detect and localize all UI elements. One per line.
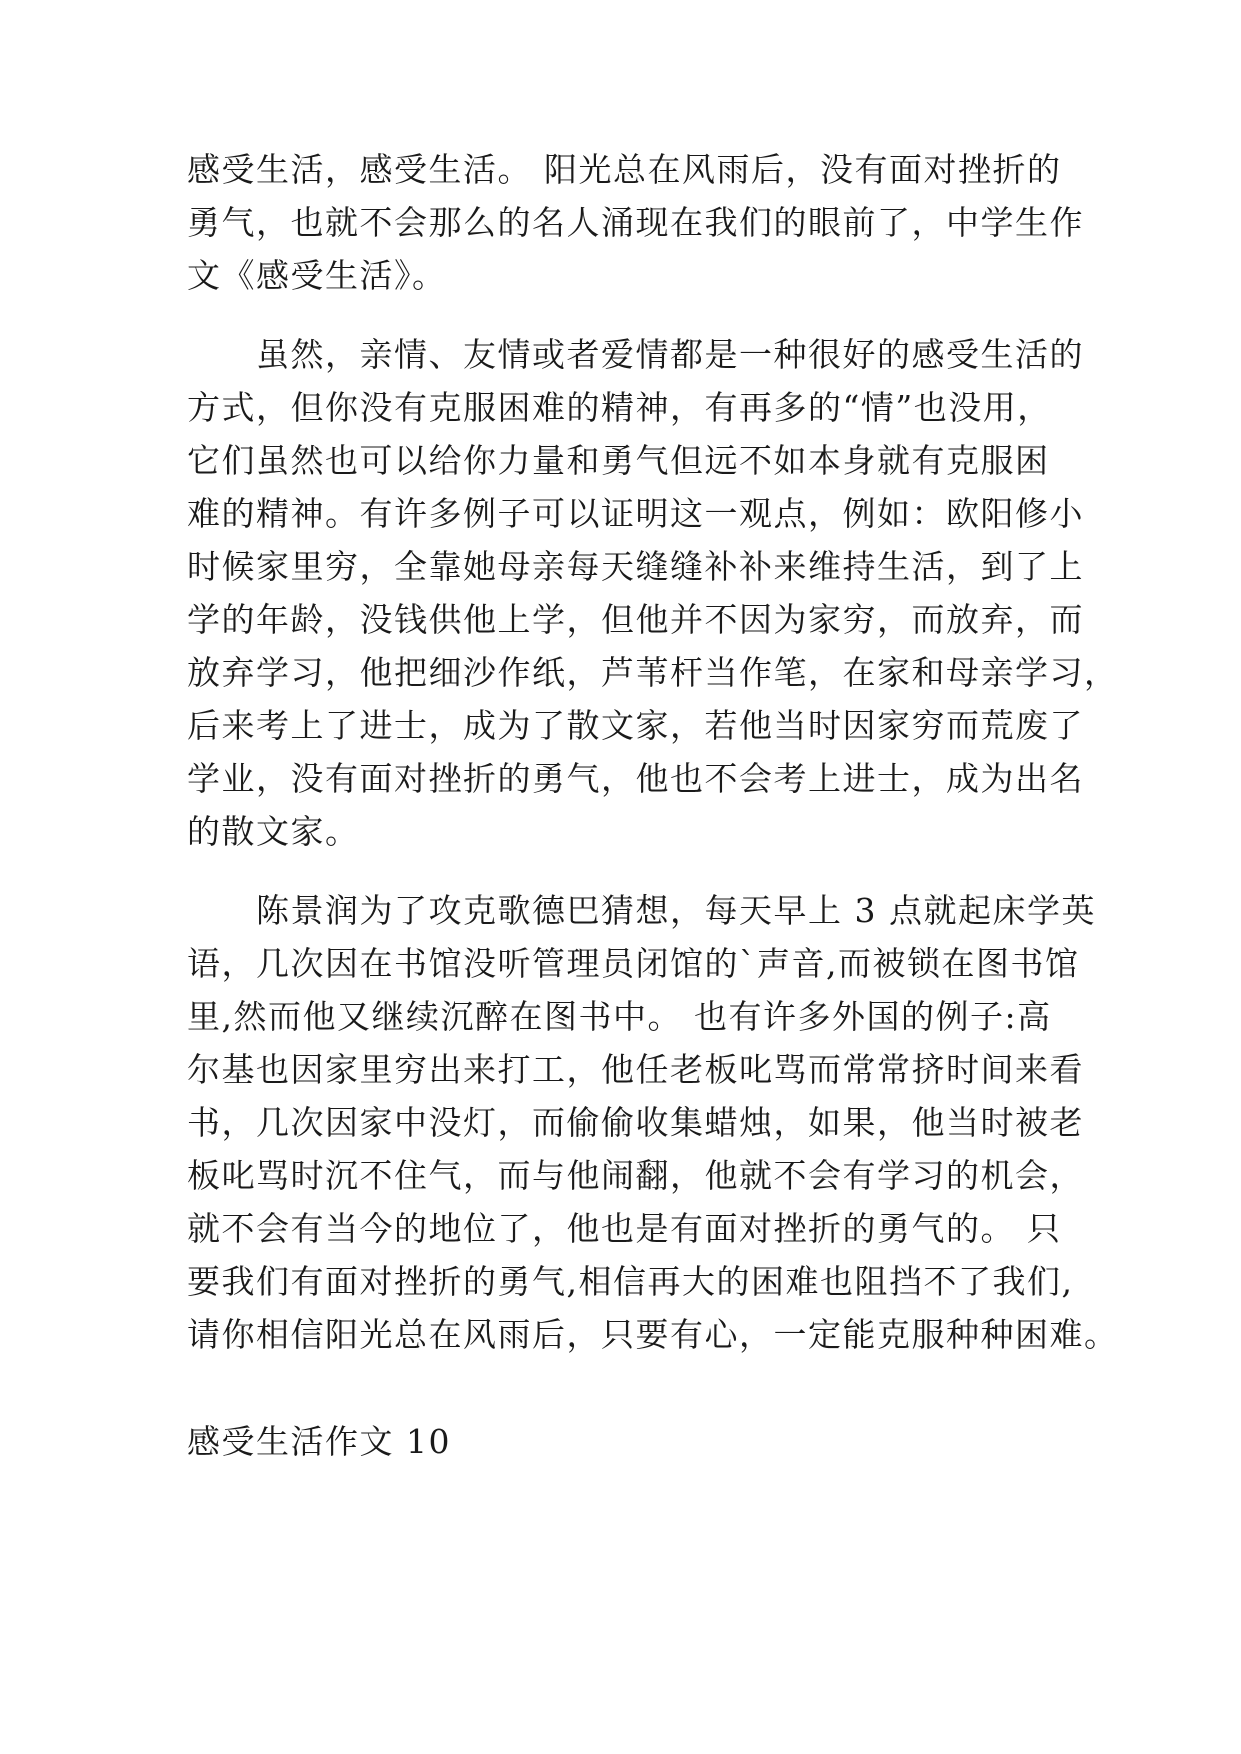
text-line: 学的年龄，没钱供他上学，但他并不因为家穷，而放弃，而 — [187, 600, 1084, 639]
text-line: 后来考上了进士，成为了散文家，若他当时因家穷而荒废了 — [187, 706, 1084, 745]
text-line: 书，几次因家中没灯，而偷偷收集蜡烛，如果，他当时被老 — [187, 1103, 1084, 1142]
text-line: 方式，但你没有克服困难的精神，有再多的“情”也没用， — [187, 388, 1052, 427]
text-line: 的散文家。 — [187, 812, 360, 851]
text-line: 感受生活，感受生活。 阳光总在风雨后，没有面对挫折的 — [187, 150, 1062, 189]
text-line: 它们虽然也可以给你力量和勇气但远不如本身就有克服困 — [187, 441, 1050, 480]
text-line: 里,然而他又继续沉醉在图书中。 也有许多外国的例子:高 — [187, 997, 1052, 1036]
section-heading: 感受生活作文 10 — [187, 1422, 451, 1461]
text-line: 板叱骂时沉不住气，而与他闹翻，他就不会有学习的机会， — [187, 1156, 1084, 1195]
text-line: 请你相信阳光总在风雨后，只要有心，一定能克服种种困难。 — [187, 1315, 1119, 1354]
text-line: 文《感受生活》。 — [187, 256, 447, 295]
text-line: 陈景润为了攻克歌德巴猜想，每天早上 3 点就起床学英 — [256, 891, 1096, 930]
text-line: 勇气，也就不会那么的名人涌现在我们的眼前了，中学生作 — [187, 203, 1084, 242]
text-line: 尔基也因家里穷出来打工，他任老板叱骂而常常挤时间来看 — [187, 1050, 1084, 1089]
text-line: 语，几次因在书馆没听管理员闭馆的`声音,而被锁在图书馆 — [187, 944, 1080, 983]
text-line: 学业，没有面对挫折的勇气，他也不会考上进士，成为出名 — [187, 759, 1084, 798]
text-line: 时候家里穷，全靠她母亲每天缝缝补补来维持生活，到了上 — [187, 547, 1084, 586]
text-line: 要我们有面对挫折的勇气,相信再大的困难也阻挡不了我们, — [187, 1262, 1074, 1301]
text-line: 虽然，亲情、友情或者爱情都是一种很好的感受生活的 — [256, 335, 1084, 374]
text-line: 就不会有当今的地位了，他也是有面对挫折的勇气的。 只 — [187, 1209, 1062, 1248]
text-line: 难的精神。有许多例子可以证明这一观点，例如：欧阳修小 — [187, 494, 1084, 533]
text-line: 放弃学习，他把细沙作纸，芦苇杆当作笔，在家和母亲学习， — [187, 653, 1119, 692]
